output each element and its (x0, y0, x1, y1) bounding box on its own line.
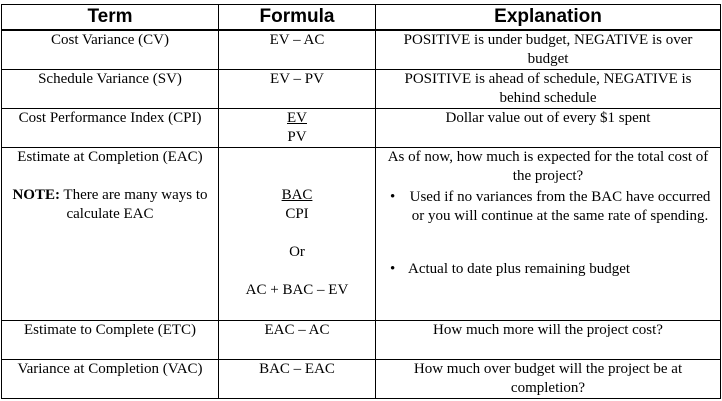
formula-or: Or (289, 244, 305, 260)
explanation-text: As of now, how much is expected for the total cost of the project? (387, 149, 709, 184)
table-row (2, 148, 721, 321)
term-cell: Cost Performance Index (CPI) (2, 109, 219, 148)
explanation-cell (376, 148, 721, 321)
table-row (2, 30, 721, 70)
explanation-cell: How much more will the project cost? (376, 321, 721, 360)
bullet-text: Used if no variances from the BAC have occurred or you will continue at the same rate of spending. (409, 189, 711, 224)
bullet-item (384, 188, 712, 226)
table-row (2, 70, 721, 109)
term-cell: Cost Variance (CV) (2, 30, 219, 70)
term-cell: Schedule Variance (SV) (2, 70, 219, 109)
term-cell: Estimate to Complete (ETC) (2, 321, 219, 360)
explanation-cell: POSITIVE is ahead of schedule, NEGATIVE is behind schedule (376, 70, 721, 109)
header-explanation: Explanation (376, 5, 721, 31)
formula-cell: EV – PV (219, 70, 376, 109)
table-row (2, 321, 721, 360)
note-label: NOTE: (12, 187, 60, 203)
formula-denominator: CPI (285, 206, 309, 222)
term-text: Estimate at Completion (EAC) (17, 149, 203, 165)
term-note (2, 186, 218, 224)
formula-cell (219, 148, 376, 321)
formula-alt: AC + BAC – EV (245, 282, 349, 298)
formula-cell (219, 109, 376, 148)
formula-cell: BAC – EAC (219, 360, 376, 399)
formula-cell: EAC – AC (219, 321, 376, 360)
bullet-icon: • (390, 261, 396, 277)
formula-numerator: BAC (281, 187, 313, 203)
earned-value-table (1, 4, 721, 399)
bullet-icon: • (390, 189, 396, 205)
explanation-bullets (384, 188, 712, 279)
note-text: There are many ways to calculate EAC (59, 187, 208, 222)
header-term: Term (2, 5, 219, 31)
bullet-text: Actual to date plus remaining budget (408, 261, 631, 277)
bullet-item (384, 260, 712, 279)
header-row (2, 5, 721, 31)
formula-cell: EV – AC (219, 30, 376, 70)
formula-denominator: PV (287, 129, 307, 145)
explanation-cell: Dollar value out of every $1 spent (376, 109, 721, 148)
formula-numerator: EV (287, 110, 307, 126)
header-formula: Formula (219, 5, 376, 31)
explanation-cell: How much over budget will the project be at completion? (376, 360, 721, 399)
explanation-cell: POSITIVE is under budget, NEGATIVE is over budget (376, 30, 721, 70)
term-cell (2, 148, 219, 321)
table-row (2, 109, 721, 148)
term-cell: Variance at Completion (VAC) (2, 360, 219, 399)
table-row (2, 360, 721, 399)
